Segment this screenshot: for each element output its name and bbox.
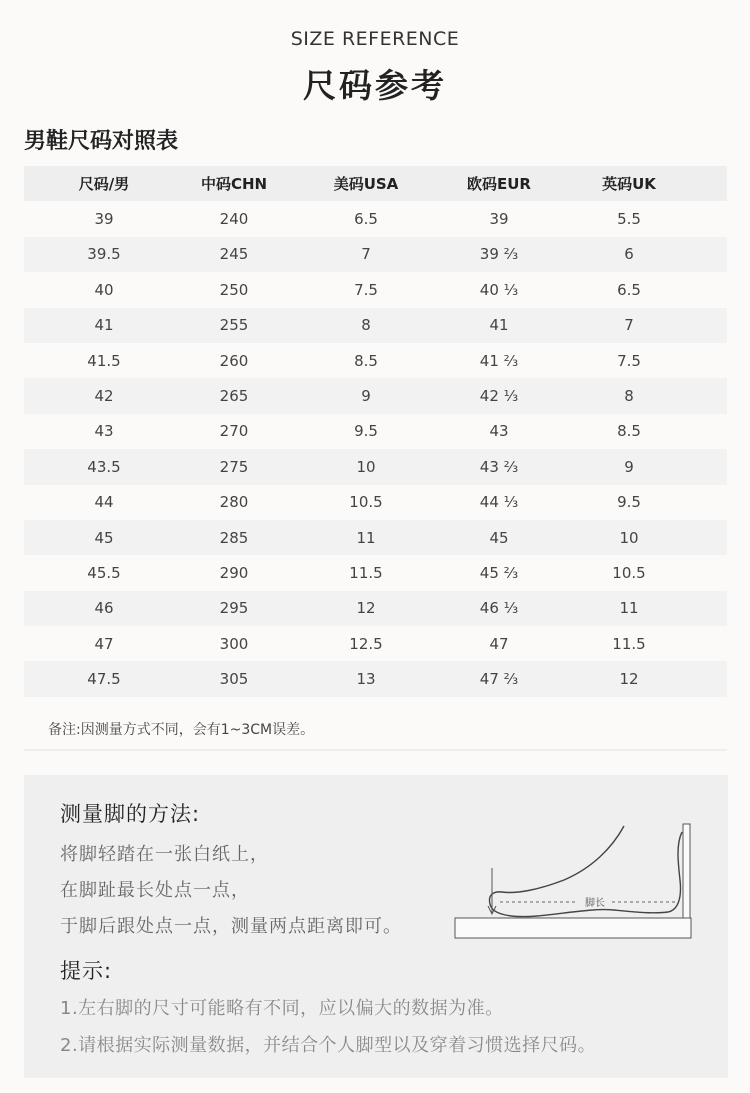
divider (24, 749, 727, 751)
table-cell: 6.5 (354, 210, 378, 229)
table-row (24, 308, 727, 343)
column-header: 美码USA (333, 175, 399, 194)
table-cell: 265 (219, 387, 249, 406)
table-cell: 290 (219, 563, 249, 582)
table-cell: 47 ⅔ (479, 670, 519, 689)
measure-title: 测量脚的方法: (60, 802, 201, 826)
table-cell: 43 ⅔ (479, 457, 519, 476)
table-row (24, 343, 727, 378)
paper-base (455, 918, 691, 938)
table-cell: 44 (94, 493, 114, 512)
header-english-title: SIZE REFERENCE (290, 28, 460, 50)
table-cell: 43 (94, 422, 114, 441)
table-cell: 12 (619, 670, 639, 689)
table-cell: 39.5 (87, 245, 121, 264)
table-cell: 275 (219, 457, 249, 476)
table-cell: 46 ⅓ (479, 599, 519, 618)
table-row (24, 272, 727, 307)
table-cell: 41 (94, 316, 114, 335)
table-cell: 250 (219, 280, 249, 299)
table-cell: 39 (94, 210, 114, 229)
table-row (24, 520, 727, 555)
column-header: 英码UK (602, 175, 656, 194)
table-cell: 13 (356, 670, 376, 689)
table-cell: 6.5 (617, 280, 641, 299)
tip-item: 2.请根据实际测量数据，并结合个人脚型以及穿着习惯选择尺码。 (60, 1035, 597, 1056)
table-cell: 11.5 (612, 634, 646, 653)
table-cell: 285 (219, 528, 249, 547)
table-cell: 46 (94, 599, 114, 618)
length-label: 脚长 (585, 898, 605, 909)
table-cell: 42 ⅓ (479, 387, 519, 406)
table-cell: 41 (489, 316, 509, 335)
table-cell: 9 (361, 387, 371, 406)
measure-step: 在脚趾最长处点一点， (60, 880, 250, 901)
table-row (24, 555, 727, 590)
table-row (24, 414, 727, 449)
table-cell: 41 ⅔ (479, 351, 519, 370)
table-cell: 5.5 (617, 210, 641, 229)
table-cell: 8.5 (617, 422, 641, 441)
table-row (24, 485, 727, 520)
table-cell: 8 (361, 316, 371, 335)
table-row (24, 237, 727, 272)
header-chinese-title: 尺码参考 (303, 66, 447, 105)
table-cell: 300 (219, 634, 249, 653)
table-cell: 9.5 (354, 422, 378, 441)
table-cell: 255 (219, 316, 249, 335)
tip-item: 1.左右脚的尺寸可能略有不同，应以偏大的数据为准。 (60, 998, 504, 1019)
table-cell: 11 (619, 599, 639, 618)
table-cell: 7.5 (617, 351, 641, 370)
foot-measure-diagram (452, 820, 696, 942)
table-cell: 8 (624, 387, 634, 406)
note-text: 备注:因测量方式不同，会有1~3CM误差。 (48, 722, 315, 738)
table-cell: 10 (619, 528, 639, 547)
table-cell: 39 ⅔ (479, 245, 519, 264)
table-cell: 43 (489, 422, 509, 441)
table-row (24, 661, 727, 696)
table-row (24, 449, 727, 484)
table-cell: 40 (94, 280, 114, 299)
tips-title: 提示: (60, 959, 113, 983)
table-cell: 44 ⅓ (479, 493, 519, 512)
size-table (24, 166, 727, 697)
column-header: 欧码EUR (467, 175, 531, 194)
table-cell: 10.5 (349, 493, 383, 512)
table-cell: 47.5 (87, 670, 121, 689)
table-cell: 45 (94, 528, 114, 547)
table-cell: 40 ⅓ (479, 280, 519, 299)
table-cell: 240 (219, 210, 249, 229)
table-row (24, 201, 727, 236)
table-cell: 280 (219, 493, 249, 512)
table-cell: 9.5 (617, 493, 641, 512)
table-cell: 45 ⅔ (479, 563, 519, 582)
table-cell: 47 (94, 634, 114, 653)
table-cell: 7 (624, 316, 634, 335)
table-cell: 43.5 (87, 457, 121, 476)
table-row (24, 378, 727, 413)
table-cell: 39 (489, 210, 509, 229)
table-cell: 7.5 (354, 280, 378, 299)
table-cell: 11 (356, 528, 376, 547)
table-cell: 260 (219, 351, 249, 370)
table-cell: 8.5 (354, 351, 378, 370)
table-cell: 45 (489, 528, 509, 547)
table-cell: 42 (94, 387, 114, 406)
measure-step: 将脚轻踏在一张白纸上， (60, 844, 269, 865)
table-cell: 10.5 (612, 563, 646, 582)
table-row (24, 626, 727, 661)
table-cell: 305 (219, 670, 249, 689)
table-row (24, 591, 727, 626)
table-cell: 270 (219, 422, 249, 441)
table-cell: 12 (356, 599, 376, 618)
table-cell: 7 (361, 245, 371, 264)
table-cell: 45.5 (87, 563, 121, 582)
table-cell: 41.5 (87, 351, 121, 370)
table-cell: 295 (219, 599, 249, 618)
table-cell: 245 (219, 245, 249, 264)
table-cell: 10 (356, 457, 376, 476)
section-title: 男鞋尺码对照表 (24, 129, 179, 154)
table-cell: 6 (624, 245, 634, 264)
table-cell: 12.5 (349, 634, 383, 653)
table-cell: 11.5 (349, 563, 383, 582)
wall-board (683, 824, 690, 918)
column-header: 尺码/男 (78, 175, 130, 194)
table-cell: 9 (624, 457, 634, 476)
measure-step: 于脚后跟处点一点，测量两点距离即可。 (60, 916, 402, 937)
table-cell: 47 (489, 634, 509, 653)
column-header: 中码CHN (200, 175, 268, 194)
table-header-row (24, 166, 727, 201)
